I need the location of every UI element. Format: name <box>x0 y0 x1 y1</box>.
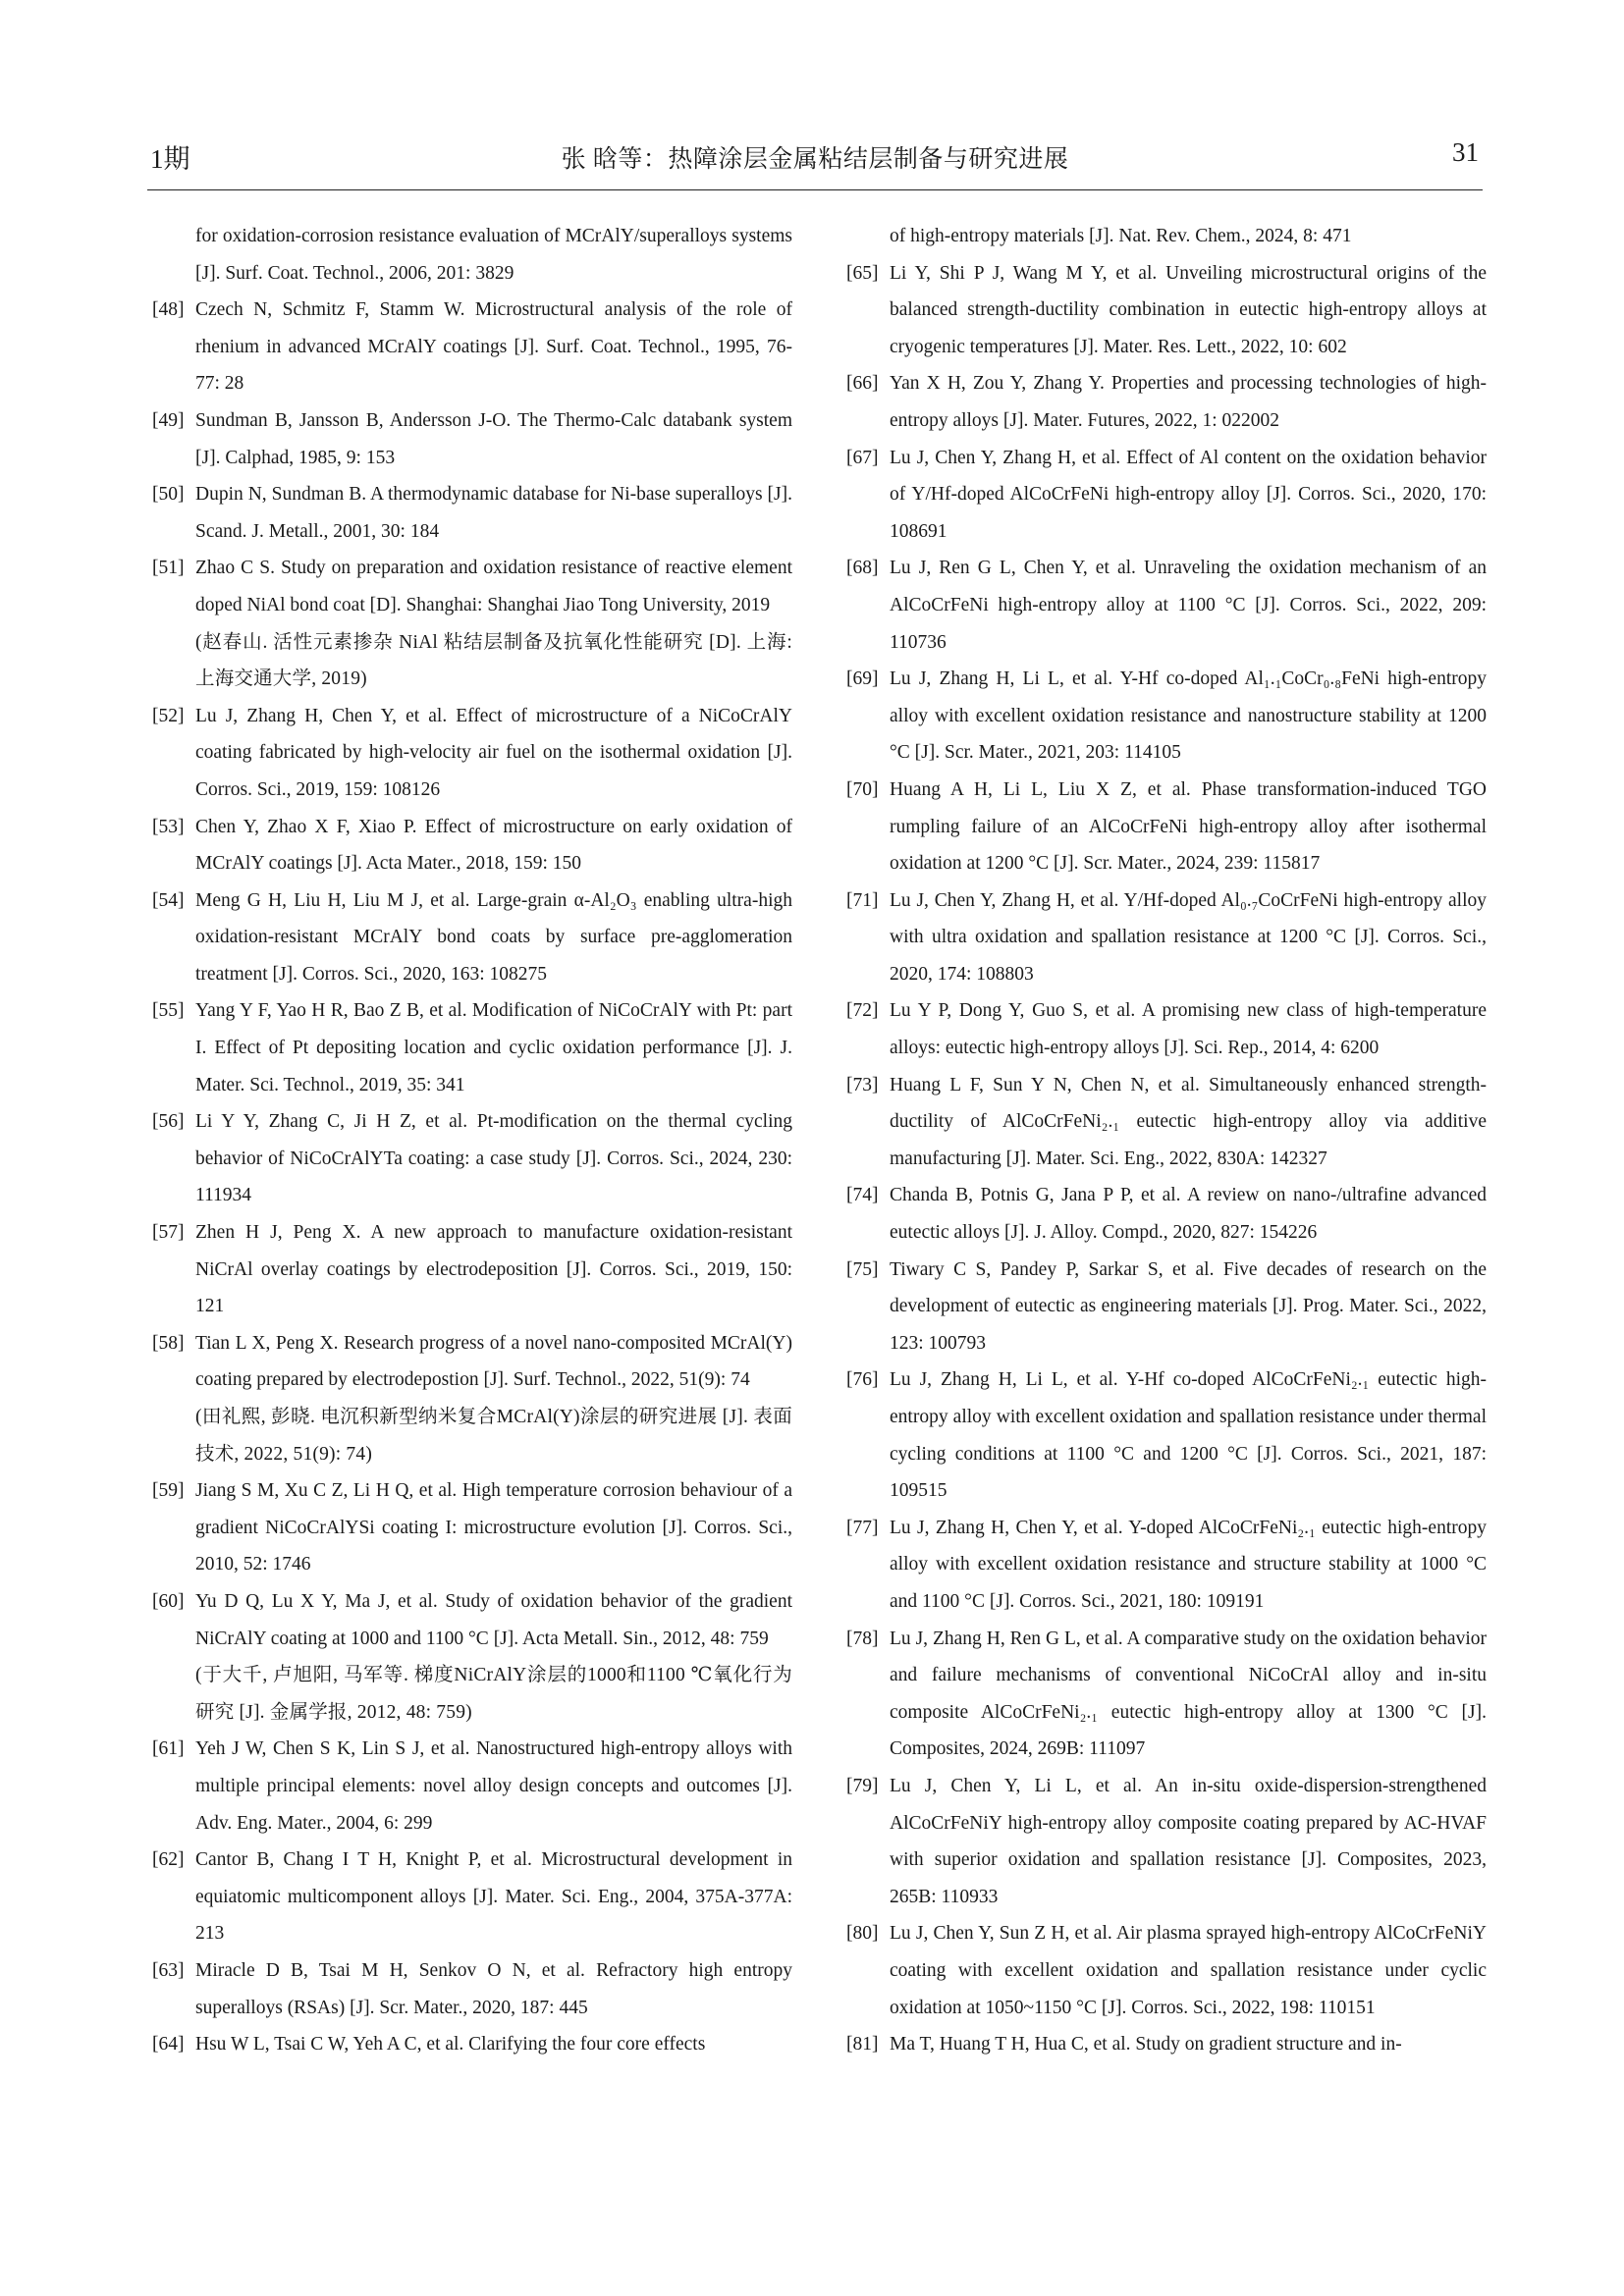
reference-entry <box>846 1362 1487 1509</box>
reference-text: Tian L X, Peng X. Research progress of a novel nano-composited MCrAl(Y) coating prepared by electrodepostion [J]. Surf. Technol., 2022, 51(9): 74 <box>195 1332 792 1391</box>
reference-text: Lu J, Zhang H, Li L, et al. Y-Hf co-doped Al₁.₁CoCr₀.₈FeNi high-entropy alloy with excellent oxidation resistance and nanostructure stability at 1200 °C [J]. Scr. Mater., 2021, 203: 114105 <box>890 668 1487 764</box>
reference-column-left <box>152 218 792 2063</box>
reference-number: [71] <box>846 889 879 911</box>
reference-entry <box>152 698 792 809</box>
reference-entry <box>152 1472 792 1583</box>
reference-number: [59] <box>152 1480 185 1502</box>
reference-text: Sundman B, Jansson B, Andersson J-O. The Thermo-Calc databank system [J]. Calphad, 1985, 9: 153 <box>195 409 792 468</box>
reference-entry <box>846 882 1487 993</box>
reference-entry <box>152 992 792 1103</box>
reference-entry <box>152 476 792 550</box>
reference-entry <box>152 882 792 993</box>
reference-entry <box>152 1325 792 1472</box>
reference-chinese-text: (赵春山. 活性元素掺杂 NiAl 粘结层制备及抗氧化性能研究 [D]. 上海: 上海交通大学, 2019) <box>195 631 792 690</box>
reference-number: [67] <box>846 447 879 468</box>
reference-number: [63] <box>152 1959 185 1981</box>
reference-entry <box>152 550 792 697</box>
reference-chinese-text: (田礼熙, 彭晓. 电沉积新型纳米复合MCrAl(Y)涂层的研究进展 [J]. 表面技术, 2022, 51(9): 74) <box>195 1407 792 1465</box>
reference-text: Jiang S M, Xu C Z, Li H Q, et al. High temperature corrosion behaviour of a gradient NiCoCrAlYSi coating I: microstructure evolution [J]. Corros. Sci., 2010, 52: 1746 <box>195 1480 792 1575</box>
reference-text: Yang Y F, Yao H R, Bao Z B, et al. Modification of NiCoCrAlY with Pt: part I. Effect of Pt depositing location and cyclic oxidation performance [J]. J. Mater. Sci. Technol., 2019, 35: 341 <box>195 1000 792 1095</box>
reference-number: [55] <box>152 1000 185 1022</box>
reference-text: Li Y Y, Zhang C, Ji H Z, et al. Pt-modification on the thermal cycling behavior of NiCoCrAlYTa coating: a case study [J]. Corros. Sci., 2024, 230: 111934 <box>195 1111 792 1206</box>
reference-text: Hsu W L, Tsai C W, Yeh A C, et al. Clarifying the four core effects <box>195 2034 706 2056</box>
reference-text: Ma T, Huang T H, Hua C, et al. Study on gradient structure and in- <box>890 2034 1402 2056</box>
reference-entry <box>846 218 1487 255</box>
reference-entry <box>846 1067 1487 1178</box>
reference-number: [70] <box>846 778 879 800</box>
reference-number: [75] <box>846 1258 879 1280</box>
reference-number: [50] <box>152 484 185 506</box>
reference-text: Czech N, Schmitz F, Stamm W. Microstructural analysis of the role of rhenium in advanced MCrAlY coatings [J]. Surf. Coat. Technol., 1995, 76-77: 28 <box>195 299 792 395</box>
reference-number: [81] <box>846 2034 879 2056</box>
reference-entry <box>152 292 792 402</box>
reference-number: [60] <box>152 1590 185 1612</box>
reference-text: Yu D Q, Lu X Y, Ma J, et al. Study of oxidation behavior of the gradient NiCrAlY coating at 1000 and 1100 °C [J]. Acta Metall. Sin., 2012, 48: 759 <box>195 1590 792 1649</box>
reference-entry <box>152 218 792 292</box>
issue-number: 1期 <box>150 144 190 174</box>
reference-entry <box>846 1252 1487 1362</box>
reference-entry <box>152 1103 792 1214</box>
reference-entry <box>152 1731 792 1842</box>
reference-number: [74] <box>846 1185 879 1206</box>
reference-entry <box>152 809 792 882</box>
reference-number: [61] <box>152 1738 185 1760</box>
reference-text: Yan X H, Zou Y, Zhang Y. Properties and processing technologies of high-entropy alloys [J]. Mater. Futures, 2022, 1: 022002 <box>890 373 1487 431</box>
reference-text: Chen Y, Zhao X F, Xiao P. Effect of microstructure on early oxidation of MCrAlY coatings [J]. Acta Mater., 2018, 159: 150 <box>195 816 792 875</box>
reference-number: [76] <box>846 1369 879 1391</box>
reference-number: [58] <box>152 1332 185 1354</box>
reference-text: Lu J, Chen Y, Zhang H, et al. Effect of Al content on the oxidation behavior of Y/Hf-doped AlCoCrFeNi high-entropy alloy [J]. Corros. Sci., 2020, 170: 108691 <box>890 447 1487 542</box>
reference-entry <box>846 550 1487 661</box>
reference-text: Huang A H, Li L, Liu X Z, et al. Phase transformation-induced TGO rumpling failure of an AlCoCrFeNi high-entropy alloy after isothermal oxidation at 1200 °C [J]. Scr. Mater., 2024, 239: 115817 <box>890 778 1487 875</box>
reference-number: [54] <box>152 889 185 911</box>
reference-text: Yeh J W, Chen S K, Lin S J, et al. Nanostructured high-entropy alloys with multiple principal elements: novel alloy design concepts and outcomes [J]. Adv. Eng. Mater., 2004, 6: 299 <box>195 1738 792 1834</box>
reference-entry <box>152 1842 792 1952</box>
running-header <box>147 137 1483 181</box>
header-rule <box>147 189 1483 190</box>
reference-entry <box>846 440 1487 551</box>
reference-number: [52] <box>152 705 185 726</box>
reference-entry <box>152 2026 792 2063</box>
reference-text: Huang L F, Sun Y N, Chen N, et al. Simultaneously enhanced strength-ductility of AlCoCrFeNi₂.₁ eutectic high-entropy alloy via additive manufacturing [J]. Mater. Sci. Eng., 2022, 830A: 142327 <box>890 1074 1487 1169</box>
reference-number: [62] <box>152 1849 185 1871</box>
reference-text: Cantor B, Chang I T H, Knight P, et al. Microstructural development in equiatomic multicomponent alloys [J]. Mater. Sci. Eng., 2004, 375A-377A: 213 <box>195 1849 792 1945</box>
page-number: 31 <box>1452 137 1479 167</box>
reference-column-right <box>846 218 1487 2063</box>
reference-number: [57] <box>152 1222 185 1244</box>
reference-entry <box>846 992 1487 1066</box>
reference-text: Dupin N, Sundman B. A thermodynamic database for Ni-base superalloys [J]. Scand. J. Metall., 2001, 30: 184 <box>195 484 792 542</box>
reference-text: for oxidation-corrosion resistance evaluation of MCrAlY/superalloys systems [J]. Surf. Coat. Technol., 2006, 201: 3829 <box>195 226 792 284</box>
reference-number: [64] <box>152 2034 185 2056</box>
reference-entry <box>846 365 1487 439</box>
running-title: 张 晗等：热障涂层金属粘结层制备与研究进展 <box>561 146 1069 173</box>
reference-entry <box>152 1214 792 1325</box>
reference-number: [69] <box>846 668 879 690</box>
reference-entry <box>152 402 792 476</box>
reference-text: Chanda B, Potnis G, Jana P P, et al. A review on nano-/ultrafine advanced eutectic alloys [J]. J. Alloy. Compd., 2020, 827: 154226 <box>890 1185 1487 1244</box>
reference-number: [49] <box>152 409 185 431</box>
reference-number: [68] <box>846 558 879 579</box>
reference-entry <box>846 2026 1487 2063</box>
reference-number: [65] <box>846 262 879 284</box>
reference-text: Lu J, Chen Y, Sun Z H, et al. Air plasma sprayed high-entropy AlCoCrFeNiY coating with excellent oxidation and spallation resistance under cyclic oxidation at 1050~1150 °C [J]. Corros. Sci., 2022, 198: 110151 <box>890 1923 1487 2018</box>
reference-chinese-text: (于大千, 卢旭阳, 马军等. 梯度NiCrAlY涂层的1000和1100 ℃氧化行为研究 [J]. 金属学报, 2012, 48: 759) <box>195 1665 792 1723</box>
reference-text: Miracle D B, Tsai M H, Senkov O N, et al. Refractory high entropy superalloys (RSAs) [J]. Scr. Mater., 2020, 187: 445 <box>195 1959 792 2018</box>
reference-entry <box>846 255 1487 366</box>
reference-text: Zhen H J, Peng X. A new approach to manufacture oxidation-resistant NiCrAl overlay coatings by electrodeposition [J]. Corros. Sci., 2019, 150: 121 <box>195 1222 792 1317</box>
reference-text: Zhao C S. Study on preparation and oxidation resistance of reactive element doped NiAl bond coat [D]. Shanghai: Shanghai Jiao Tong University, 2019 <box>195 558 792 615</box>
reference-number: [48] <box>152 299 185 321</box>
reference-entry <box>846 1510 1487 1621</box>
reference-entry <box>846 1621 1487 1768</box>
reference-text: Meng G H, Liu H, Liu M J, et al. Large-grain α-Al₂O₃ enabling ultra-high oxidation-resistant MCrAlY bond coats by surface pre-agglomeration treatment [J]. Corros. Sci., 2020, 163: 108275 <box>195 889 792 985</box>
reference-entry <box>846 1177 1487 1251</box>
reference-number: [78] <box>846 1628 879 1649</box>
reference-number: [73] <box>846 1074 879 1095</box>
reference-text: Lu Y P, Dong Y, Guo S, et al. A promising new class of high-temperature alloys: eutectic high-entropy alloys [J]. Sci. Rep., 2014, 4: 6200 <box>890 1000 1487 1059</box>
reference-text: Lu J, Zhang H, Chen Y, et al. Y-doped AlCoCrFeNi₂.₁ eutectic high-entropy alloy with excellent oxidation resistance and structure stability at 1000 °C and 1100 °C [J]. Corros. Sci., 2021, 180: 109191 <box>890 1517 1487 1612</box>
reference-number: [79] <box>846 1775 879 1796</box>
reference-text: Lu J, Chen Y, Zhang H, et al. Y/Hf-doped Al₀.₇CoCrFeNi high-entropy alloy with ultra oxidation and spallation resistance at 1200 °C [J]. Corros. Sci., 2020, 174: 108803 <box>890 889 1487 985</box>
reference-text: Lu J, Ren G L, Chen Y, et al. Unraveling the oxidation mechanism of an AlCoCrFeNi high-entropy alloy at 1100 °C [J]. Corros. Sci., 2022, 209: 110736 <box>890 558 1487 653</box>
reference-entry <box>152 1583 792 1731</box>
reference-text: Li Y, Shi P J, Wang M Y, et al. Unveiling microstructural origins of the balanced strength-ductility combination in eutectic high-entropy alloys at cryogenic temperatures [J]. Mater. Res. Lett., 2022, 10: 602 <box>890 262 1487 357</box>
reference-number: [51] <box>152 558 185 579</box>
reference-number: [53] <box>152 816 185 837</box>
reference-text: Lu J, Zhang H, Chen Y, et al. Effect of microstructure of a NiCoCrAlY coating fabricated by high-velocity air fuel on the isothermal oxidation [J]. Corros. Sci., 2019, 159: 108126 <box>195 705 792 800</box>
reference-entry <box>846 1915 1487 2026</box>
reference-number: [56] <box>152 1111 185 1133</box>
reference-number: [72] <box>846 1000 879 1022</box>
reference-entry <box>846 661 1487 772</box>
reference-entry <box>846 1768 1487 1915</box>
reference-number: [77] <box>846 1517 879 1538</box>
reference-text: Lu J, Zhang H, Li L, et al. Y-Hf co-doped AlCoCrFeNi₂.₁ eutectic high-entropy alloy with excellent oxidation and spallation resistance under thermal cycling conditions at 1100 °C and 1200 °C [J]. Corros. Sci., 2021, 187: 109515 <box>890 1369 1487 1502</box>
reference-text: of high-entropy materials [J]. Nat. Rev. Chem., 2024, 8: 471 <box>890 226 1352 246</box>
reference-entry <box>152 1952 792 2026</box>
reference-number: [80] <box>846 1923 879 1945</box>
reference-text: Lu J, Zhang H, Ren G L, et al. A comparative study on the oxidation behavior and failure mechanisms of conventional NiCoCrAl alloy and in-situ composite AlCoCrFeNi₂.₁ eutectic high-entropy alloy at 1300 °C [J]. Composites, 2024, 269B: 111097 <box>890 1628 1487 1760</box>
reference-text: Lu J, Chen Y, Li L, et al. An in-situ oxide-dispersion-strengthened AlCoCrFeNiY high-entropy alloy composite coating prepared by AC-HVAF with superior oxidation and spallation resistance [J]. Composites, 2023, 265B: 110933 <box>890 1775 1487 1907</box>
reference-entry <box>846 772 1487 882</box>
reference-number: [66] <box>846 373 879 395</box>
reference-text: Tiwary C S, Pandey P, Sarkar S, et al. Five decades of research on the development of eutectic as engineering materials [J]. Prog. Mater. Sci., 2022, 123: 100793 <box>890 1258 1487 1354</box>
